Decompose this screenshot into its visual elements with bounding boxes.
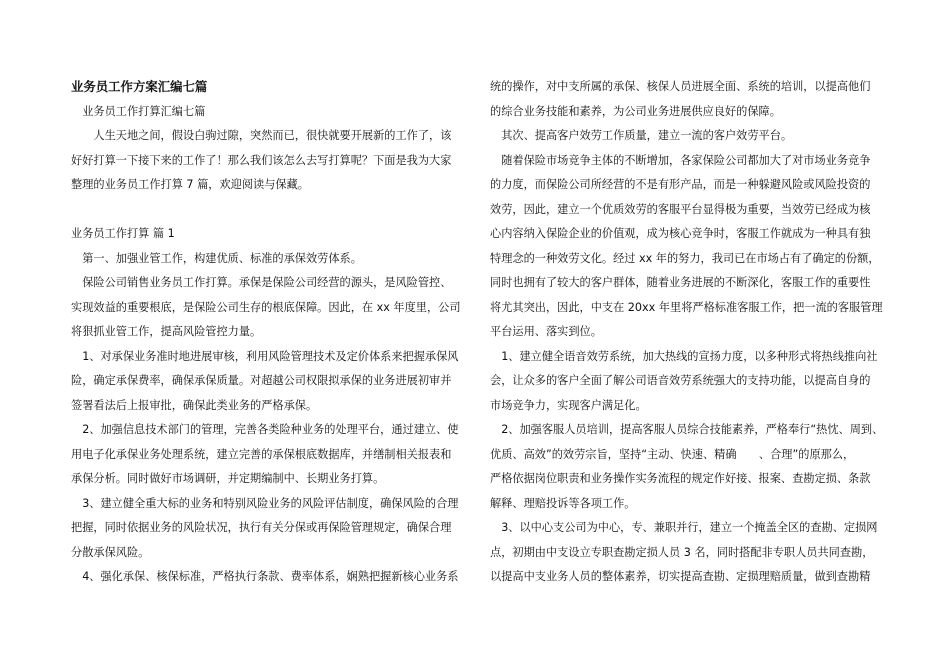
text-line: 保险公司销售业务员工作打算。承保是保险公司经营的源头，是风险管控、 xyxy=(71,276,452,289)
text-line: 2、加强客服人员培训，提高客服人员综合技能素养，严格奉行“热忱、周到、 xyxy=(490,423,884,436)
text-line: 人生天地之间，假设白驹过隙，突然而已，很快就要开展新的工作了，该 xyxy=(71,129,452,142)
document-title: 业务员工作方案汇编七篇 xyxy=(71,79,208,94)
text-line: 1、建立健全语音效劳系统，加大热线的宣扬力度，以多种形式将热线推向社 xyxy=(490,349,878,363)
text-line: 1、对承保业务准时地进展审核，利用风险管理技术及定价体系来把握承保风 xyxy=(71,349,459,363)
text-line: 特理念的一种效劳文化。经过 xx 年的努力，我司已在市场占有了确定的份额， xyxy=(490,251,880,265)
text-line: 2、加强信息技术部门的管理，完善各类险种业务的处理平台，通过建立、使 xyxy=(71,423,459,436)
text-line: 统的操作，对中支所属的承保、核保人员进展全面、系统的培训，以提高他们 xyxy=(490,80,871,93)
text-line: 其次、提高客户效劳工作质量，建立一流的客户效劳平台。 xyxy=(490,129,793,142)
text-line: 3、建立健全重大标的业务和特别风险业务的风险评估制度，确保风险的合理 xyxy=(71,496,459,510)
text-line: 效劳，因此，建立一个优质效劳的客服平台显得极为重要，当效劳已经成为核 xyxy=(490,202,871,216)
text-line: 实现效益的重要根底，是保险公司生存的根底保障。因此，在 xx 年度里，公司 xyxy=(71,300,461,314)
text-line: 业务员工作打算 篇 1 xyxy=(71,227,175,240)
text-line: 心内容纳入保险企业的价值观，成为核心竞争时，客服工作就成为一种具有独 xyxy=(490,227,871,240)
text-line: 第一、加强业管工作，构建优质、标准的承保效劳体系。 xyxy=(71,251,362,265)
text-line: 签署看法后上报审批，确保此类业务的严格承保。 xyxy=(71,398,318,412)
text-line: 严格依据岗位职责和业务操作实务流程的规定作好接、报案、查勘定损、条款 xyxy=(490,472,871,485)
text-line: 4、强化承保、核保标准，严格执行条款、费率体系，娴熟把握新核心业务系 xyxy=(71,570,459,583)
text-line: 以提高中支业务人员的整体素养，切实提高查勘、定损理赔质量，做到查勘精 xyxy=(490,570,871,583)
text-line: 随着保险市场竞争主体的不断增加，各家保险公司都加大了对市场业务竞争 xyxy=(490,153,871,167)
text-line: 整理的业务员工作打算 7 篇，欢迎阅读与保藏。 xyxy=(71,178,309,191)
text-line: 的综合业务技能和素养，为公司业务进展供应良好的保障。 xyxy=(490,104,781,118)
text-line: 平台运用、落实到位。 xyxy=(490,325,602,338)
right-text-column xyxy=(490,75,890,590)
text-line: 好好打算一下接下来的工作了！那么我们该怎么去写打算呢？下面是我为大家 xyxy=(71,153,452,167)
text-line: 同时也拥有了较大的客户群体，随着业务进展的不断深化，客服工作的重要性 xyxy=(490,276,871,289)
text-line: 会，让众多的客户全面了解公司语音效劳系统强大的支持功能，以提高自身的 xyxy=(490,374,871,387)
text-line: 市场竞争力，实现客户满足化。 xyxy=(490,398,647,412)
text-line: 把握，同时依据业务的风险状况，执行有关分保或再保险管理规定，确保合理 xyxy=(71,521,452,534)
text-line: 3、以中心支公司为中心，专、兼职并行，建立一个掩盖全区的查勘、定损网 xyxy=(490,521,878,534)
text-line: 险，确定承保费率，确保承保质量。对超越公司权限拟承保的业务进展初审并 xyxy=(71,374,452,387)
text-line: 将狠抓业管工作，提高风险管控力量。 xyxy=(71,325,262,338)
blank-line xyxy=(71,198,467,223)
text-line: 将尤其突出，因此，中支在 20xx 年里将严格标准客服工作，把一流的客服管理 xyxy=(490,300,883,314)
text-line: 用电子化承保业务处理系统，建立完善的承保根底数据库，并缮制相关报表和 xyxy=(71,447,452,461)
text-line: 点，初期由中支设立专职查勘定损人员 3 名，同时搭配非专职人员共同查勘， xyxy=(490,545,874,559)
text-line: 业务员工作打算汇编七篇 xyxy=(71,104,206,118)
left-text-column xyxy=(71,75,467,590)
text-line: 解释、理赔投诉等各项工作。 xyxy=(490,496,636,510)
text-line: 优质、高效”的效劳宗旨，坚持“主动、快速、精确 、合理”的原那么， xyxy=(490,447,855,461)
text-line: 的力度，而保险公司所经营的不是有形产品，而是一种躲避风险或风险投资的 xyxy=(490,178,871,191)
text-line: 承保分析。同时做好市场调研，并定期编制中、长期业务打算。 xyxy=(71,472,385,485)
text-line: 分散承保风险。 xyxy=(71,545,150,559)
